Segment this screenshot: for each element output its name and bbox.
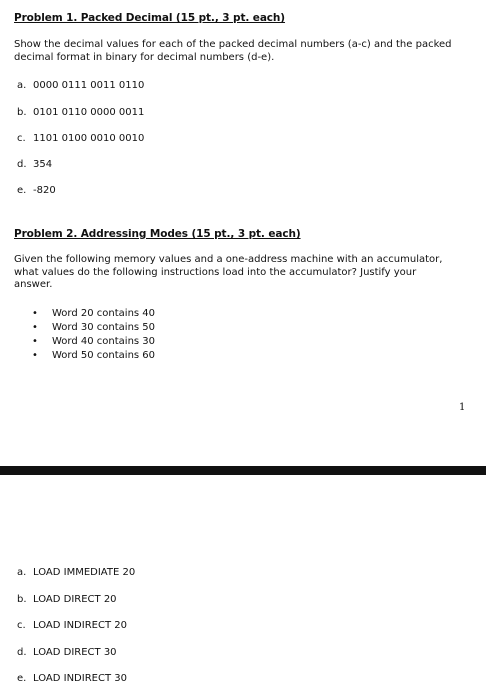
bullet-text: Word 20 contains 40 (52, 308, 156, 319)
bullet-icon: • (32, 308, 38, 319)
problem2-item-c (17, 620, 127, 631)
item-marker: b. (17, 594, 27, 605)
item-marker: c. (17, 133, 26, 144)
problem2-heading: Problem 2. Addressing Modes (15 pt., 3 pt. each) (14, 228, 301, 240)
problem1-description (14, 39, 474, 64)
problem2-description-line2: what values do the following instructions load into the accumulator? Justify your (14, 266, 417, 278)
item-text: LOAD IMMEDIATE 20 (33, 567, 136, 578)
item-text: 0101 0110 0000 0011 (33, 107, 145, 118)
page-number: 1 (459, 402, 466, 413)
bullet-text: Word 50 contains 60 (52, 350, 156, 361)
item-text: 1101 0100 0010 0010 (33, 133, 145, 144)
item-marker: b. (17, 107, 27, 118)
item-text: LOAD INDIRECT 20 (33, 620, 127, 631)
memory-bullet (32, 322, 155, 333)
item-marker: d. (17, 159, 27, 170)
bullet-icon: • (32, 336, 38, 347)
problem1-description-line2: decimal format in binary for decimal numbers (d-e). (14, 51, 275, 63)
memory-bullet (32, 308, 155, 319)
item-text: 0000 0111 0011 0110 (33, 80, 145, 91)
memory-bullet (32, 350, 155, 361)
problem1-item-c (17, 133, 144, 144)
problem2-description-line3: answer. (14, 279, 53, 290)
item-text: LOAD DIRECT 20 (33, 594, 117, 605)
item-text: LOAD DIRECT 30 (33, 647, 117, 658)
bullet-text: Word 40 contains 30 (52, 336, 156, 347)
item-text: LOAD INDIRECT 30 (33, 673, 127, 684)
problem1-item-a (17, 80, 144, 91)
problem2-description (14, 254, 474, 292)
problem2-item-b (17, 594, 117, 605)
memory-bullet (32, 336, 155, 347)
problem1-description-line1: Show the decimal values for each of the packed decimal numbers (a-c) and the packed (14, 39, 452, 50)
bullet-icon: • (32, 322, 38, 333)
item-marker: c. (17, 620, 26, 631)
item-text: 354 (33, 159, 53, 170)
bullet-text: Word 30 contains 50 (52, 322, 156, 333)
problem2-item-e (17, 673, 127, 684)
problem1-heading: Problem 1. Packed Decimal (15 pt., 3 pt. each) (14, 12, 286, 24)
problem2-item-d (17, 647, 117, 658)
item-marker: e. (17, 185, 27, 196)
bullet-icon: • (32, 350, 38, 361)
item-marker: e. (17, 673, 27, 684)
item-marker: a. (17, 567, 27, 578)
problem1-item-d (17, 159, 52, 170)
problem1-item-e (17, 185, 56, 196)
item-marker: d. (17, 647, 27, 658)
problem1-item-b (17, 107, 144, 118)
page-divider (0, 466, 486, 475)
problem2-description-line1: Given the following memory values and a one-address machine with an accumulator, (14, 254, 443, 265)
problem2-item-a (17, 567, 135, 578)
item-marker: a. (17, 80, 27, 91)
item-text: -820 (33, 185, 56, 196)
